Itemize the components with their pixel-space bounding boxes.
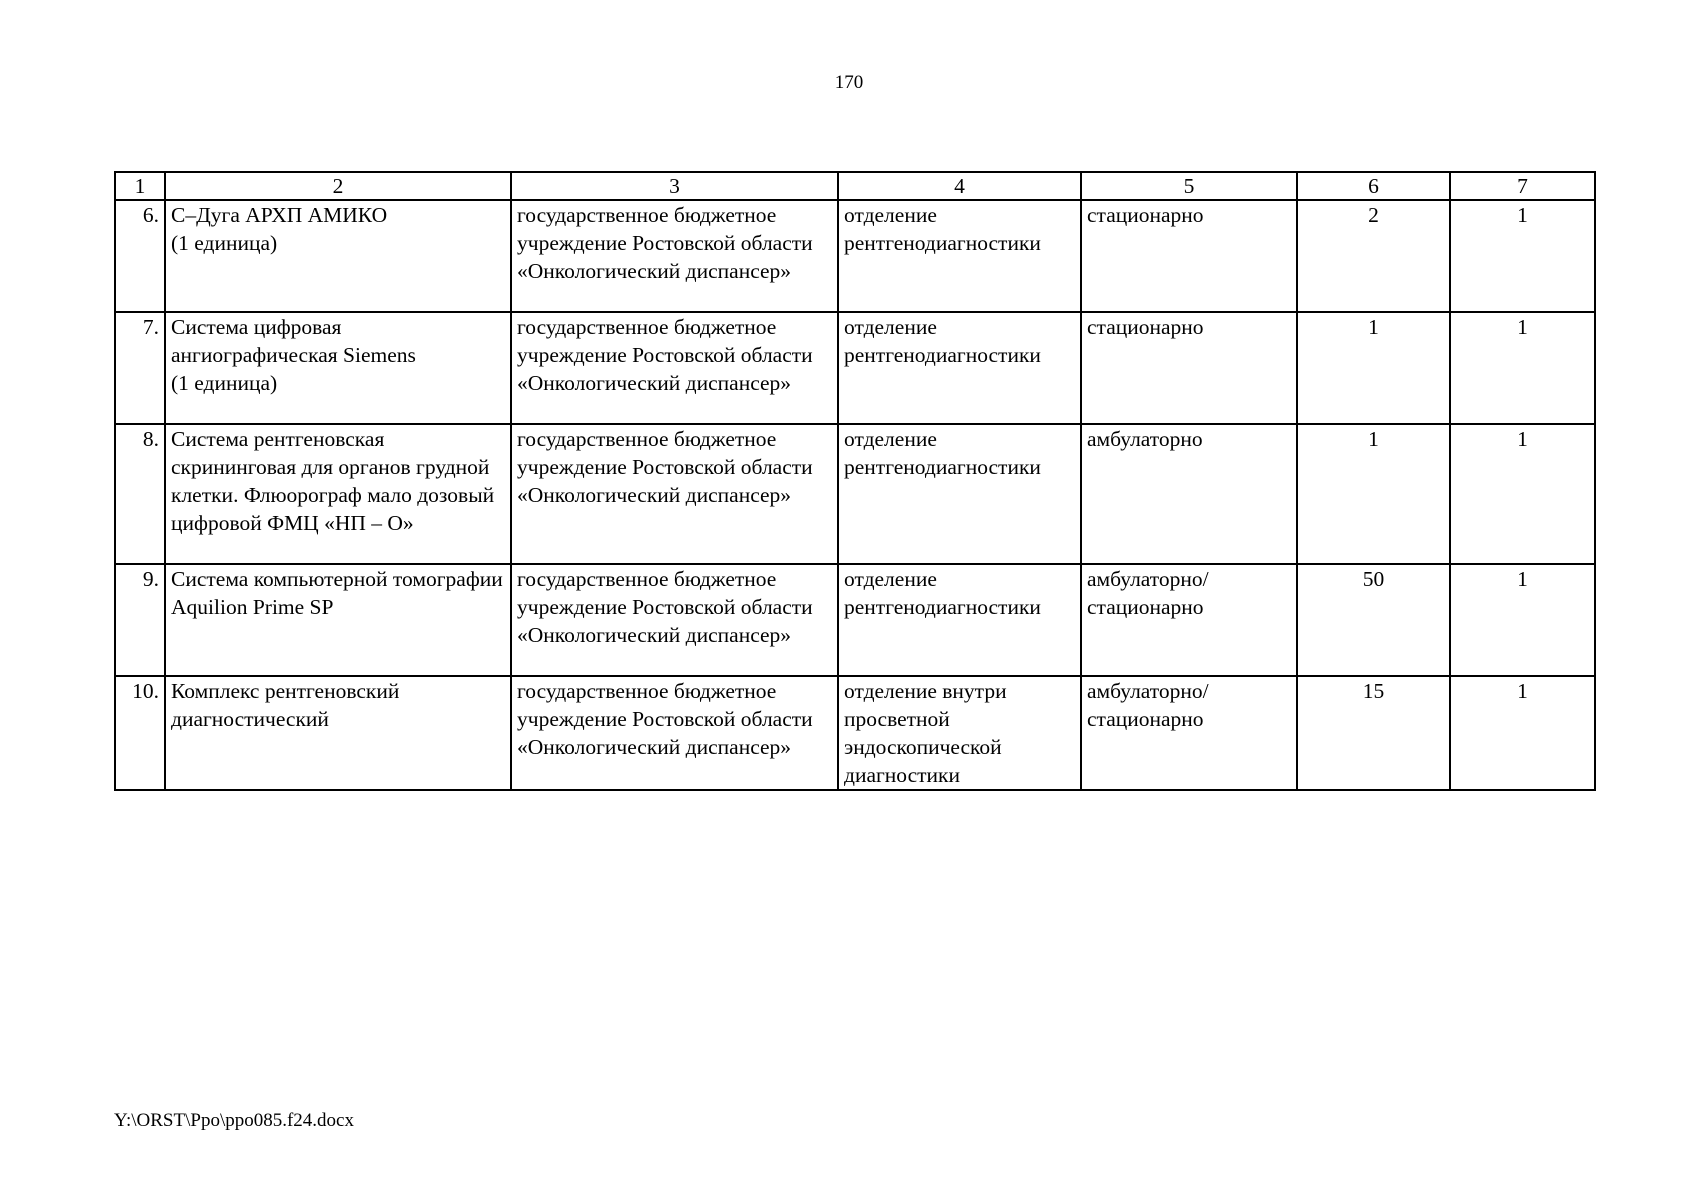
page-number: 170 [834, 72, 864, 93]
column-7-value: 1 [1450, 424, 1595, 564]
column-header: 3 [511, 172, 838, 200]
row-number: 10. [115, 676, 165, 790]
column-6-value: 2 [1297, 200, 1450, 312]
department-name: отделение рентгенодиагностики [838, 424, 1081, 564]
row-number: 9. [115, 564, 165, 676]
table-row [115, 676, 1595, 790]
column-7-value: 1 [1450, 676, 1595, 790]
column-header: 1 [115, 172, 165, 200]
department-name: отделение рентгенодиагностики [838, 564, 1081, 676]
department-name: отделение рентгенодиагностики [838, 200, 1081, 312]
column-6-value: 1 [1297, 312, 1450, 424]
column-header: 6 [1297, 172, 1450, 200]
institution-name: государственное бюджетное учреждение Ростовской области «Онкологический диспансер» [511, 564, 838, 676]
equipment-table [114, 171, 1596, 791]
table-row [115, 424, 1595, 564]
column-7-value: 1 [1450, 200, 1595, 312]
table-row [115, 564, 1595, 676]
usage-mode: амбулаторно/ стационарно [1081, 676, 1297, 790]
column-6-value: 50 [1297, 564, 1450, 676]
table-row [115, 200, 1595, 312]
column-7-value: 1 [1450, 312, 1595, 424]
institution-name: государственное бюджетное учреждение Ростовской области «Онкологический диспансер» [511, 676, 838, 790]
table-header-row [115, 172, 1595, 200]
column-7-value: 1 [1450, 564, 1595, 676]
equipment-name: Система рентгеновская скрининговая для органов грудной клетки. Флюорограф мало дозовый цифровой ФМЦ «НП – О» [165, 424, 511, 564]
usage-mode: стационарно [1081, 200, 1297, 312]
column-6-value: 1 [1297, 424, 1450, 564]
footer-file-path: Y:\ORST\Ppo\ppo085.f24.docx [114, 1110, 354, 1131]
equipment-name: С–Дуга АРХП АМИКО (1 единица) [165, 200, 511, 312]
equipment-name: Система цифровая ангиографическая Siemens (1 единица) [165, 312, 511, 424]
usage-mode: амбулаторно [1081, 424, 1297, 564]
column-header: 2 [165, 172, 511, 200]
institution-name: государственное бюджетное учреждение Ростовской области «Онкологический диспансер» [511, 424, 838, 564]
row-number: 7. [115, 312, 165, 424]
equipment-name: Система компьютерной томографии Aquilion Prime SP [165, 564, 511, 676]
department-name: отделение внутри просветной эндоскопической диагностики [838, 676, 1081, 790]
column-header: 4 [838, 172, 1081, 200]
institution-name: государственное бюджетное учреждение Ростовской области «Онкологический диспансер» [511, 200, 838, 312]
row-number: 8. [115, 424, 165, 564]
department-name: отделение рентгенодиагностики [838, 312, 1081, 424]
row-number: 6. [115, 200, 165, 312]
column-header: 7 [1450, 172, 1595, 200]
equipment-name: Комплекс рентгеновский диагностический [165, 676, 511, 790]
institution-name: государственное бюджетное учреждение Ростовской области «Онкологический диспансер» [511, 312, 838, 424]
table-row [115, 312, 1595, 424]
usage-mode: стационарно [1081, 312, 1297, 424]
usage-mode: амбулаторно/ стационарно [1081, 564, 1297, 676]
column-header: 5 [1081, 172, 1297, 200]
column-6-value: 15 [1297, 676, 1450, 790]
